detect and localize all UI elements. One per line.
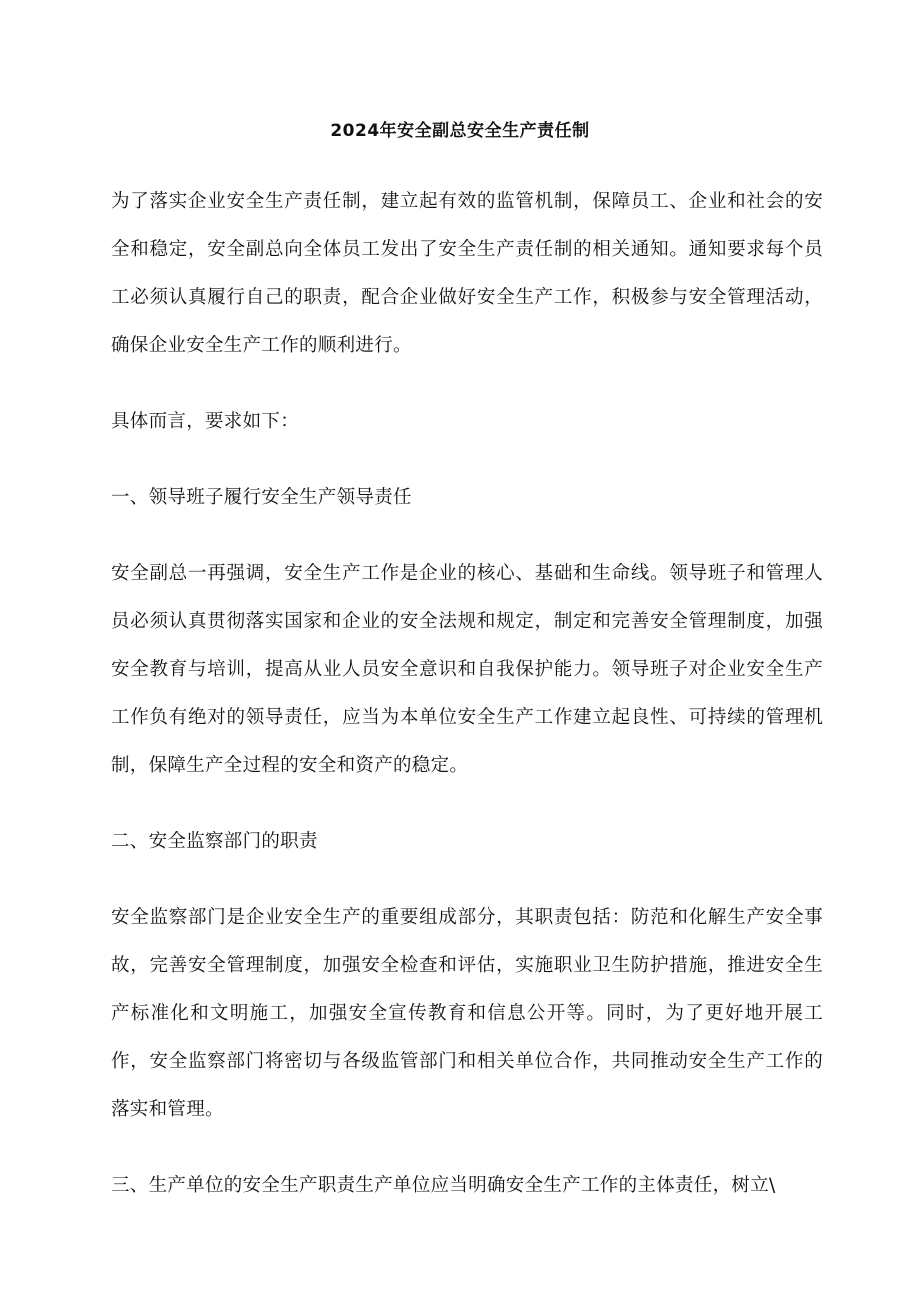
paragraph-section-1: 安全副总一再强调，安全生产工作是企业的核心、基础和生命线。领导班子和管理人员必须认真贯彻落实国家和企业的安全法规和规定，制定和完善安全管理制度，加强安全教育与培训，提高从业人员安全意识和自我保护能力。领导班子对企业安全生产工作负有绝对的领导责任，应当为本单位安全生产工作建立起良性、可持续的管理机制，保障生产全过程的安全和资产的稳定。 [111,563,823,776]
section-heading-3: 三、生产单位的安全生产职责生产单位应当明确安全生产工作的主体责任，树立\ [111,1175,776,1196]
section-heading-2: 二、安全监察部门的职责 [111,831,318,852]
paragraph-intro: 为了落实企业安全生产责任制，建立起有效的监管机制，保障员工、企业和社会的安全和稳定，安全副总向全体员工发出了安全生产责任制的相关通知。通知要求每个员工必须认真履行自己的职责，配合企业做好安全生产工作，积极参与安全管理活动，确保企业安全生产工作的顺利进行。 [111,191,823,356]
document-title: 2024年安全副总安全生产责任制 [330,121,590,141]
paragraph-requirements-lead: 具体而言，要求如下： [111,411,300,432]
section-heading-1: 一、领导班子履行安全生产领导责任 [111,487,412,508]
paragraph-section-2: 安全监察部门是企业安全生产的重要组成部分，其职责包括：防范和化解生产安全事故，完善安全管理制度，加强安全检查和评估，实施职业卫生防护措施，推进安全生产标准化和文明施工，加强安全宣传教育和信息公开等。同时，为了更好地开展工作，安全监察部门将密切与各级监管部门和相关单位合作，共同推动安全生产工作的落实和管理。 [111,907,823,1120]
document-body [111,178,823,1238]
